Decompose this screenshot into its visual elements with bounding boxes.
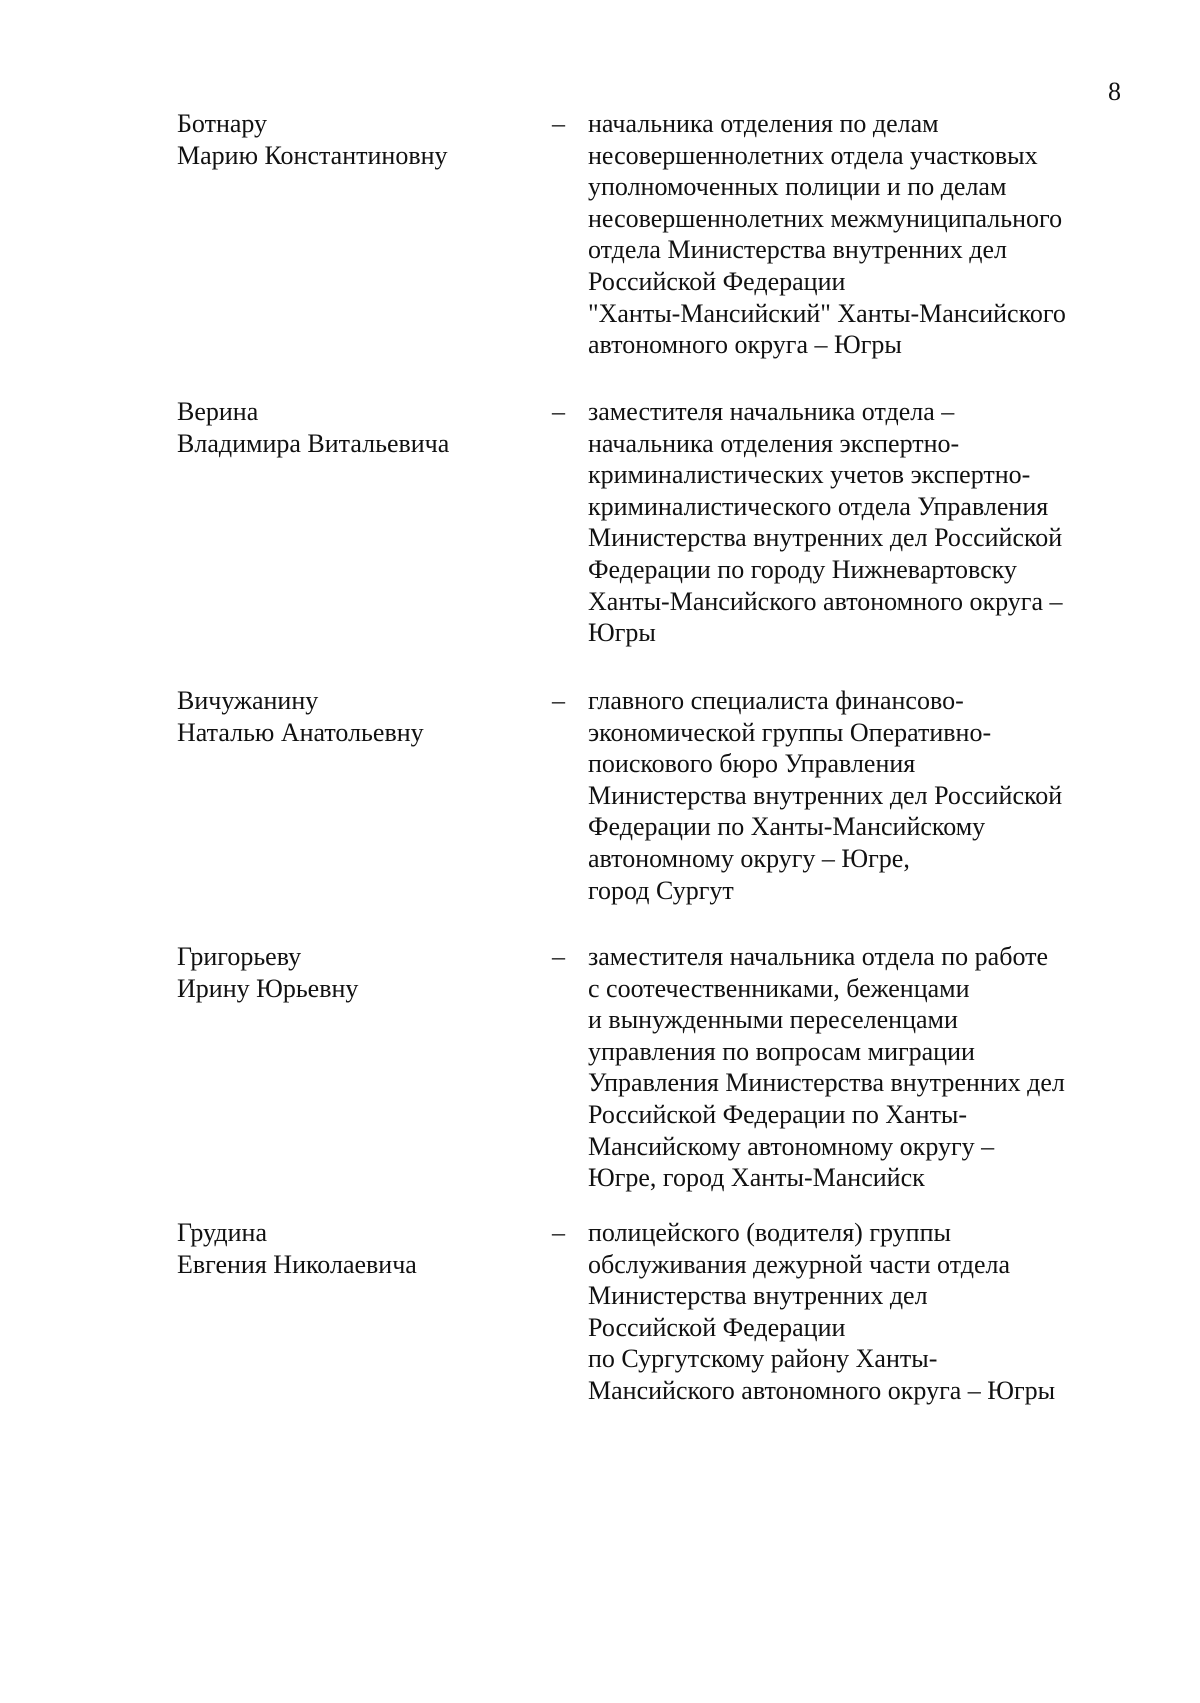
entry-dash: – (552, 397, 565, 426)
position-line: Югры (588, 618, 656, 648)
entry-dash: – (552, 686, 565, 715)
position-line: автономному округу – Югре, (588, 843, 910, 873)
position-line: Ханты-Мансийского автономного округа – (588, 586, 1063, 616)
position-line: обслуживания дежурной части отдела (588, 1249, 1010, 1279)
position-line: полицейского (водителя) группы (588, 1218, 951, 1247)
appointee-given-names: Марию Константиновну (177, 141, 448, 170)
appointee-given-names: Наталью Анатольевну (177, 718, 424, 747)
position-line: заместителя начальника отдела по работе (588, 942, 1049, 971)
position-line: главного специалиста финансово- (588, 686, 964, 715)
appointee-name (177, 396, 537, 460)
position-line: несовершеннолетних отдела участковых (588, 140, 1038, 170)
position-line: Российской Федерации (588, 266, 846, 296)
position-line: автономного округа – Югры (588, 330, 902, 360)
position-line: криминалистического отдела Управления (588, 491, 1049, 521)
appointee-name (177, 685, 537, 749)
position-line: криминалистических учетов экспертно- (588, 460, 1031, 490)
entry-dash: – (552, 109, 565, 138)
appointee-surname: Верина (177, 397, 259, 426)
appointee-given-names: Ирину Юрьевну (177, 974, 359, 1003)
appointee-surname: Григорьеву (177, 942, 302, 971)
position-line: начальника отделения экспертно- (588, 428, 960, 458)
position-line: Российской Федерации (588, 1312, 846, 1342)
appointee-surname: Ботнару (177, 109, 268, 138)
appointee-given-names: Евгения Николаевича (177, 1250, 417, 1279)
position-line: Российской Федерации по Ханты- (588, 1099, 968, 1129)
appointee-position (588, 396, 1148, 649)
appointee-surname: Вичужанину (177, 686, 319, 715)
page-number: 8 (1108, 77, 1121, 106)
position-line: Мансийскому автономному округу – (588, 1131, 995, 1161)
appointee-position (588, 108, 1148, 361)
position-line: Мансийского автономного округа – Югры (588, 1375, 1056, 1405)
appointee-position (588, 685, 1148, 906)
position-line: "Ханты-Мансийский" Ханты-Мансийского (588, 298, 1066, 328)
appointee-name (177, 108, 537, 172)
position-line: отдела Министерства внутренних дел (588, 235, 1008, 265)
position-line: Министерства внутренних дел Российской (588, 780, 1063, 810)
entry-dash: – (552, 942, 565, 971)
position-line: по Сургутскому району Ханты- (588, 1344, 938, 1374)
appointee-name (177, 1217, 537, 1281)
position-line: уполномоченных полиции и по делам (588, 172, 1007, 202)
position-line: заместителя начальника отдела – (588, 397, 955, 426)
appointee-position (588, 1217, 1148, 1407)
position-line: и вынужденными переселенцами (588, 1005, 958, 1035)
entry-dash: – (552, 1218, 565, 1247)
position-line: Федерации по городу Нижневартовску (588, 554, 1017, 584)
position-line: Министерства внутренних дел (588, 1281, 928, 1311)
appointee-given-names: Владимира Витальевича (177, 429, 450, 458)
appointee-position (588, 941, 1148, 1194)
position-line: управления по вопросам миграции (588, 1036, 975, 1066)
position-line: экономической группы Оперативно- (588, 717, 992, 747)
appointee-surname: Грудина (177, 1218, 268, 1247)
position-line: Федерации по Ханты-Мансийскому (588, 812, 986, 842)
position-line: Министерства внутренних дел Российской (588, 523, 1063, 553)
appointee-name (177, 941, 537, 1005)
position-line: город Сургут (588, 875, 734, 905)
position-line: начальника отделения по делам (588, 109, 939, 138)
position-line: с соотечественниками, беженцами (588, 973, 970, 1003)
position-line: Югре, город Ханты-Мансийск (588, 1163, 925, 1193)
position-line: несовершеннолетних межмуниципального (588, 203, 1063, 233)
position-line: Управления Министерства внутренних дел (588, 1068, 1065, 1098)
position-line: поискового бюро Управления (588, 749, 916, 779)
